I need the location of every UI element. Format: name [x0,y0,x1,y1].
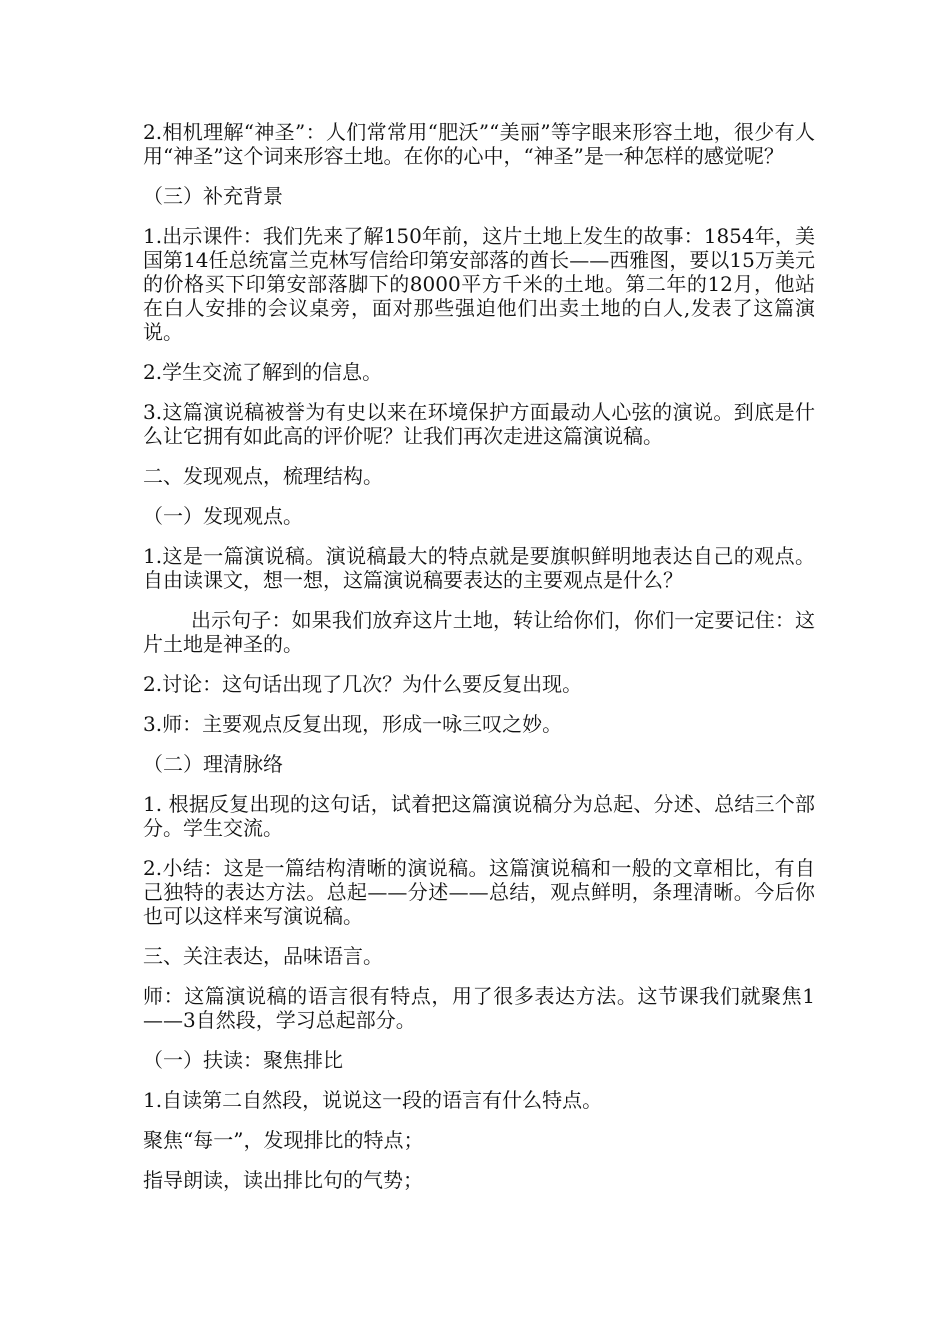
paragraph: 3.这篇演说稿被誉为有史以来在环境保护方面最动人心弦的演说。到底是什么让它拥有如此高的评价呢？让我们再次走进这篇演说稿。 [143,400,815,448]
document-page [143,120,815,1208]
paragraph: 2.相机理解“神圣”：人们常常用“肥沃”“美丽”等字眼来形容土地，很少有人用“神圣”这个词来形容土地。在你的心中，“神圣”是一种怎样的感觉呢？ [143,120,815,168]
paragraph: 聚焦“每一”，发现排比的特点； [143,1128,424,1152]
section-heading: 二、发现观点，梳理结构。 [143,464,383,488]
paragraph: 2.讨论：这句话出现了几次？为什么要反复出现。 [143,672,583,696]
quoted-sentence: 出示句子：如果我们放弃这片土地，转让给你们，你们一定要记住：这片土地是神圣的。 [143,608,815,656]
section-heading: （二）理清脉络 [143,752,283,776]
section-heading: （三）补充背景 [143,184,283,208]
paragraph: 3.师：主要观点反复出现，形成一咏三叹之妙。 [143,712,563,736]
paragraph: 1.这是一篇演说稿。演说稿最大的特点就是要旗帜鲜明地表达自己的观点。自由读课文，想一想，这篇演说稿要表达的主要观点是什么？ [143,544,815,592]
paragraph: 指导朗读，读出排比句的气势； [143,1168,423,1192]
paragraph: 1.出示课件：我们先来了解150年前，这片土地上发生的故事：1854年，美国第14任总统富兰克林写信给印第安部落的酋长——西雅图，要以15万美元的价格买下印第安部落脚下的8000平方千米的土地。第二年的12月，他站在白人安排的会议桌旁，面对那些强迫他们出卖土地的白人,发表了这篇演说。 [143,224,815,344]
paragraph: 1.自读第二自然段，说说这一段的语言有什么特点。 [143,1088,603,1112]
section-heading: （一）发现观点。 [143,504,303,528]
section-heading: （一）扶读：聚焦排比 [143,1048,343,1072]
paragraph: 1. 根据反复出现的这句话，试着把这篇演说稿分为总起、分述、总结三个部分。学生交流。 [143,792,815,840]
paragraph: 师：这篇演说稿的语言很有特点，用了很多表达方法。这节课我们就聚焦1——3自然段，学习总起部分。 [143,984,815,1032]
paragraph: 2.学生交流了解到的信息。 [143,360,383,384]
section-heading: 三、关注表达，品味语言。 [143,944,383,968]
paragraph: 2.小结：这是一篇结构清晰的演说稿。这篇演说稿和一般的文章相比，有自己独特的表达方法。总起——分述——总结，观点鲜明，条理清晰。今后你也可以这样来写演说稿。 [143,856,815,928]
